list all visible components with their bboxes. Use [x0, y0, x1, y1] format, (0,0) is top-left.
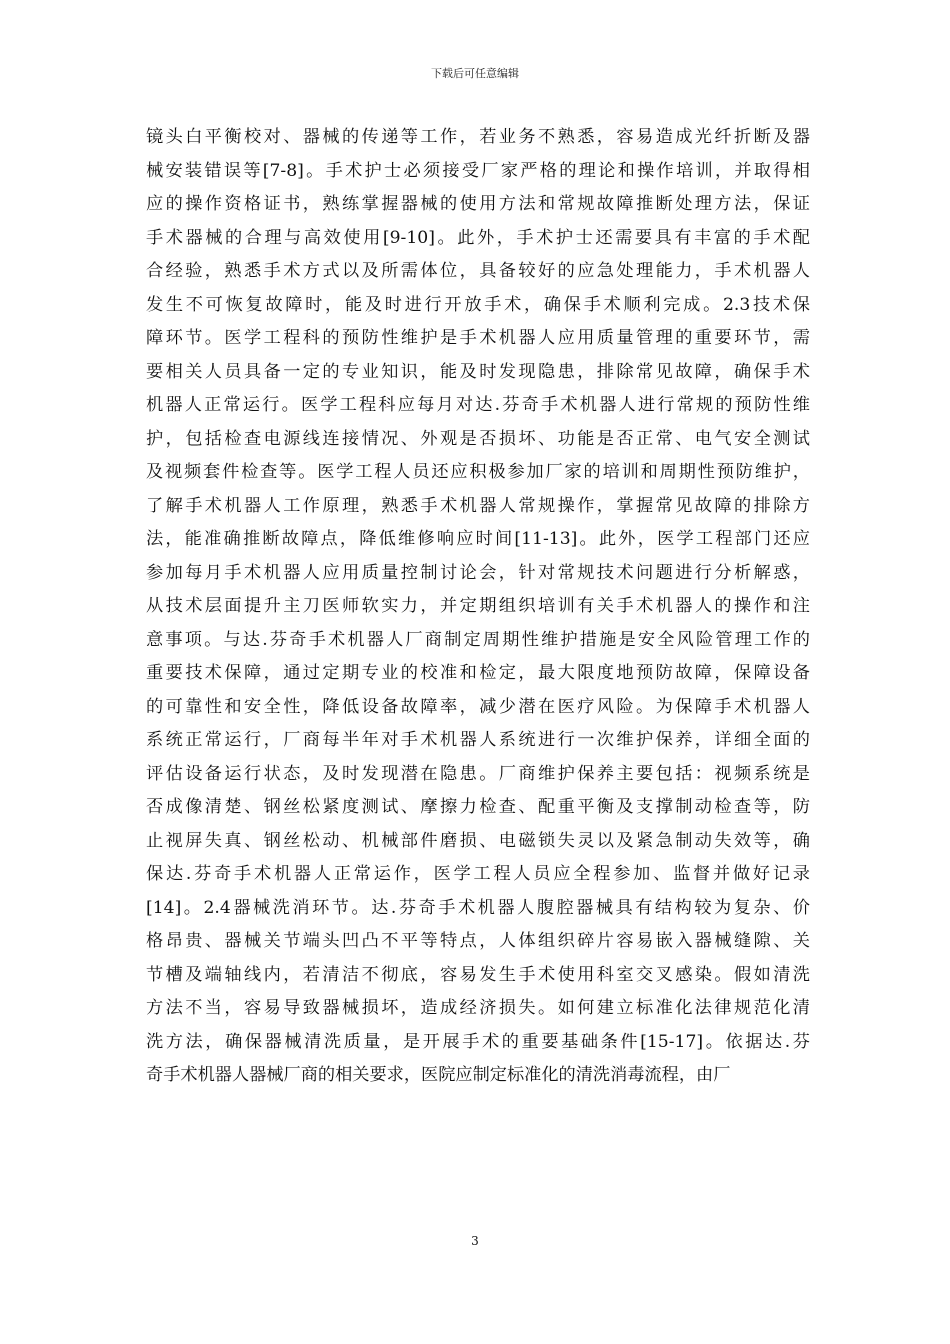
text-line: 保达.芬奇手术机器人正常运作，医学工程人员应全程参加、监督并做好记录 — [146, 864, 810, 884]
text-line: 否成像清楚、钢丝松紧度测试、摩擦力检查、配重平衡及支撑制动检查等，防 — [146, 797, 810, 817]
text-line: 法，能准确推断故障点，降低维修响应时间[11-13]。此外，医学工程部门还应 — [146, 529, 810, 549]
text-line: [14]。2.4器械洗消环节。达.芬奇手术机器人腹腔器械具有结构较为复杂、价 — [146, 897, 810, 918]
text-line: 奇手术机器人器械厂商的相关要求，医院应制定标准化的清洗消毒流程，由厂 — [146, 1065, 731, 1085]
text-line: 格昂贵、器械关节端头凹凸不平等特点，人体组织碎片容易嵌入器械缝隙、关 — [146, 931, 810, 951]
text-line: 从技术层面提升主刀医师软实力，并定期组织培训有关手术机器人的操作和注 — [146, 596, 810, 616]
text-line: 洗方法，确保器械清洗质量，是开展手术的重要基础条件[15-17]。依据达.芬 — [146, 1031, 810, 1052]
text-line: 合经验，熟悉手术方式以及所需体位，具备较好的应急处理能力，手术机器人 — [146, 261, 810, 281]
text-line: 要相关人员具备一定的专业知识，能及时发现隐患，排除常见故障，确保手术 — [146, 361, 810, 382]
page-number: 3 — [471, 1234, 479, 1248]
text-line: 意事项。与达.芬奇手术机器人厂商制定周期性维护措施是安全风险管理工作的 — [146, 629, 810, 650]
text-line: 止视屏失真、钢丝松动、机械部件磨损、电磁锁失灵以及紧急制动失效等，确 — [146, 830, 810, 851]
text-line: 方法不当，容易导致器械损坏，造成经济损失。如何建立标准化法律规范化清 — [146, 998, 810, 1018]
text-line: 护，包括检查电源线连接情况、外观是否损坏、功能是否正常、电气安全测试 — [146, 428, 810, 449]
text-line: 机器人正常运行。医学工程科应每月对达.芬奇手术机器人进行常规的预防性维 — [146, 395, 810, 415]
text-line: 及视频套件检查等。医学工程人员还应积极参加厂家的培训和周期性预防维护， — [146, 462, 810, 482]
text-line: 系统正常运行，厂商每半年对手术机器人系统进行一次维护保养，详细全面的 — [146, 730, 810, 750]
text-line: 节槽及端轴线内，若清洁不彻底，容易发生手术使用科室交叉感染。假如清洗 — [146, 964, 810, 985]
text-line: 参加每月手术机器人应用质量控制讨论会，针对常规技术问题进行分析解惑， — [146, 562, 810, 583]
text-line: 应的操作资格证书，熟练掌握器械的使用方法和常规故障推断处理方法，保证 — [146, 194, 810, 214]
text-line: 障环节。医学工程科的预防性维护是手术机器人应用质量管理的重要环节，需 — [146, 328, 810, 348]
text-line: 评估设备运行状态，及时发现潜在隐患。厂商维护保养主要包括：视频系统是 — [146, 763, 810, 784]
text-line: 镜头白平衡校对、器械的传递等工作，若业务不熟悉，容易造成光纤折断及器 — [146, 127, 810, 147]
text-line: 械安装错误等[7-8]。手术护士必须接受厂家严格的理论和操作培训，并取得相 — [146, 160, 810, 181]
text-line: 重要技术保障，通过定期专业的校准和检定，最大限度地预防故障，保障设备 — [146, 663, 810, 683]
body-text — [146, 121, 810, 1093]
text-line: 发生不可恢复故障时，能及时进行开放手术，确保手术顺利完成。2.3技术保 — [146, 294, 810, 315]
text-line: 了解手术机器人工作原理，熟悉手术机器人常规操作，掌握常见故障的排除方 — [146, 495, 810, 516]
text-line: 的可靠性和安全性，降低设备故障率，减少潜在医疗风险。为保障手术机器人 — [146, 696, 810, 717]
page-header: 下载后可任意编辑 — [431, 67, 519, 80]
text-line: 手术器械的合理与高效使用[9-10]。此外，手术护士还需要具有丰富的手术配 — [146, 227, 810, 248]
